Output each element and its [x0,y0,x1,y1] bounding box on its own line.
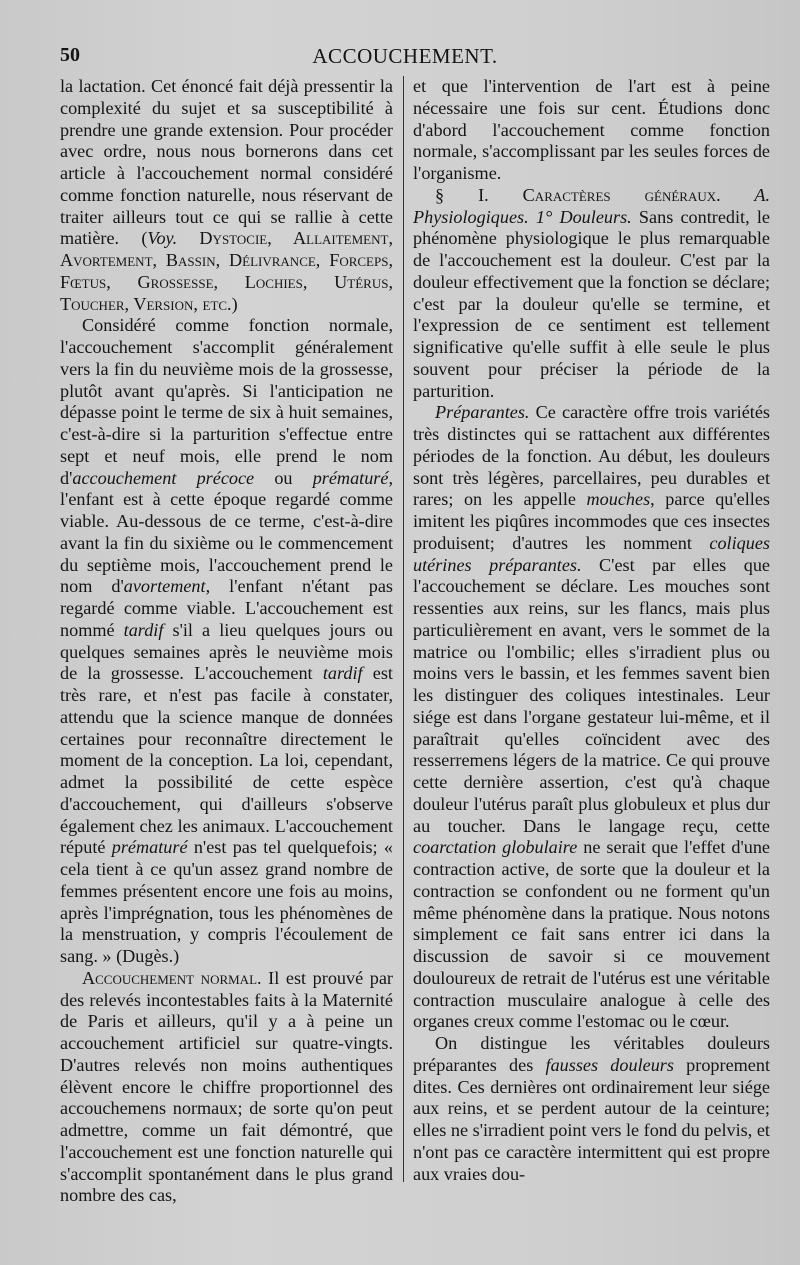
voy-abbrev: Voy. [147,228,178,249]
text: proprement dites. Ces dernières ont ordinairement leur siége aux reins, et se perdent autour de la ceinture; elles ne s'irradient point vers le fond du pelvis, et n'ont pas ce caractère intermittent qui est propre aux vraies dou- [413,1054,771,1184]
italic-term: mouches [586,489,651,510]
italic-term: coliques utérines préparantes. [413,532,770,575]
italic-heading: A. Physiologiques. 1° Douleurs. [413,184,771,227]
left-paragraph-1 [60,76,393,315]
running-title: ACCOUCHEMENT. [312,44,498,68]
voy-open: ( [119,228,148,249]
text: est très rare, et n'est pas facile à constater, attendu que la science manque de données certaines pour reconnaître directement le moment de la conception. La loi, cependant, admet la possibilité de cette espèce d'accouchement, qui d'ailleurs s'observe également chez les animaux. L'accouchement réputé [60,663,393,858]
column-divider [403,76,404,1182]
text: , l'enfant est à cette époque regardé comme viable. Au-dessous de ce terme, c'est-à-dire avant la fin du sixième ou le commencement du septième mois, l'accouchement prend le nom d' [60,467,394,597]
text: ne serait que l'effet d'une contraction active, de sorte que la douleur et la contraction se confondent ou ne forment qu'un même phénomène dans la pratique. Nous notons simplement ce fait sans entrer ici dans la discussion de savoir si ce mouvement douloureux de retrait de l'utérus est une véritable contraction musculaire analogue à celle des organes creux comme l'estomac ou le cœur. [413,837,770,1032]
left-paragraph-2 [60,315,393,968]
section-heading: § I. Caractères généraux. [435,184,721,205]
left-paragraph-3 [60,968,393,1207]
text: et que l'intervention de l'art est à peine nécessaire une fois sur cent. Étudions donc d'abord l'accouchement comme fonction normale, s'accomplissant par les seules forces de l'organisme. [413,76,770,183]
page-header [60,44,750,74]
text: Sans contredit, le phénomène physiologique le plus remarquable de l'accouchement est la douleur. C'est par la douleur effectivement que la fonction se déclare; c'est par la douleur qu'elle se termine, et l'expression de ce sentiment est tellement significative qu'elle suffit à elle seule le plus souvent pour préciser la période de la parturition. [413,206,770,401]
cross-references: Dystocie, Allaitement, Avortement, Bassin, Délivrance, Forceps, Fœtus, Grossesse, Lochies, Utérus, Toucher, Version, etc.) [60,228,393,314]
text: On distingue les véritables douleurs préparantes des [413,1033,770,1075]
right-paragraph-3 [413,402,770,1033]
italic-term: fausses douleurs [545,1054,674,1075]
text: n'est pas tel quelquefois; « cela tient à ce qu'un assez grand nombre de femmes présentent encore une fois au moins, après l'imprégnation, tous les phénomènes de la menstruation, y compris l'écoulement de sang. » (Dugès.) [60,837,394,966]
right-paragraph-1 [413,76,770,185]
page-number: 50 [60,44,80,66]
right-paragraph-2 [413,185,770,403]
left-p1-text: la lactation. Cet énoncé fait déjà pressentir la complexité du sujet et sa susceptibilité à prendre une grande extension. Pour procéder avec ordre, nous nous bornerons dans cet article à l'accouchement normal considéré comme fonction naturelle, nous réservant de traiter ailleurs tout ce qui se rallie à cette matière. [60,76,393,249]
text: Ce caractère offre trois variétés très distinctes qui se rattachent aux différentes périodes de la fonction. Au début, les douleurs sont très légères, parcellaires, peu durables et rares; on les appelle [413,402,770,510]
italic-term: tardif [123,619,164,640]
right-column [413,76,770,1186]
italic-term: coarctation globulaire [413,837,578,858]
text: s'il a lieu quelques jours ou quelques semaines après le neuvième mois de la grossesse. L'accouchement [60,619,393,684]
italic-term: tardif [322,663,363,684]
italic-term: avortement [123,576,206,597]
text: , l'enfant n'étant pas regardé comme viable. L'accouchement est nommé [60,576,393,640]
right-paragraph-4 [413,1033,770,1185]
section-heading: Accouchement normal. [82,967,262,988]
text: Il est prouvé par des relevés incontestables faits à la Maternité de Paris et ailleurs, qu'il y a à peine un accouchement artificiel sur quatre-vingts. D'autres relevés non moins authentiques élèvent encore le chiffre proportionnel des accouchemens normaux; de sorte qu'on peut admettre, comme un fait démontré, que l'accouchement est une fonction naturelle qui s'accomplit spontanément dans le plus grand nombre des cas, [60,967,393,1206]
italic-term: prématuré [312,467,389,488]
text: C'est par elles que l'accouchement se déclare. Les mouches sont ressenties aux reins, sur les flancs, mais plus particulièrement en avant, vers le sommet de la matrice ou l'ombilic; elles s'irradient plus ou moins vers le bassin, et les femmes savent bien les distinguer des coliques intestinales. Leur siége est dans l'organe gestateur lui-même, et il paraîtrait qu'elles coïncident avec des resserremens légers de la matrice. Ce qui prouve cette dernière assertion, c'est qu'à chaque douleur l'utérus paraît plus globuleux et plus dur au toucher. Dans le langage reçu, cette [413,554,770,836]
left-column [60,76,394,1206]
text: Considéré comme fonction normale, l'accouchement s'accomplit généralement vers la fin du neuvième mois de la grossesse, plutôt avant qu'après. Si l'anticipation ne dépasse point le terme de six à huit semaines, c'est-à-dire si la parturition s'effectue entre sept et neuf mois, elle prend le nom d' [60,315,393,488]
italic-heading: Préparantes. [435,402,530,423]
text: ou [254,467,313,488]
italic-term: prématuré [111,837,188,858]
text: , parce qu'elles imitent les piqûres incommodes que ces insectes produisent; d'autres les nomment [413,489,770,553]
italic-term: accouchement précoce [72,467,255,488]
